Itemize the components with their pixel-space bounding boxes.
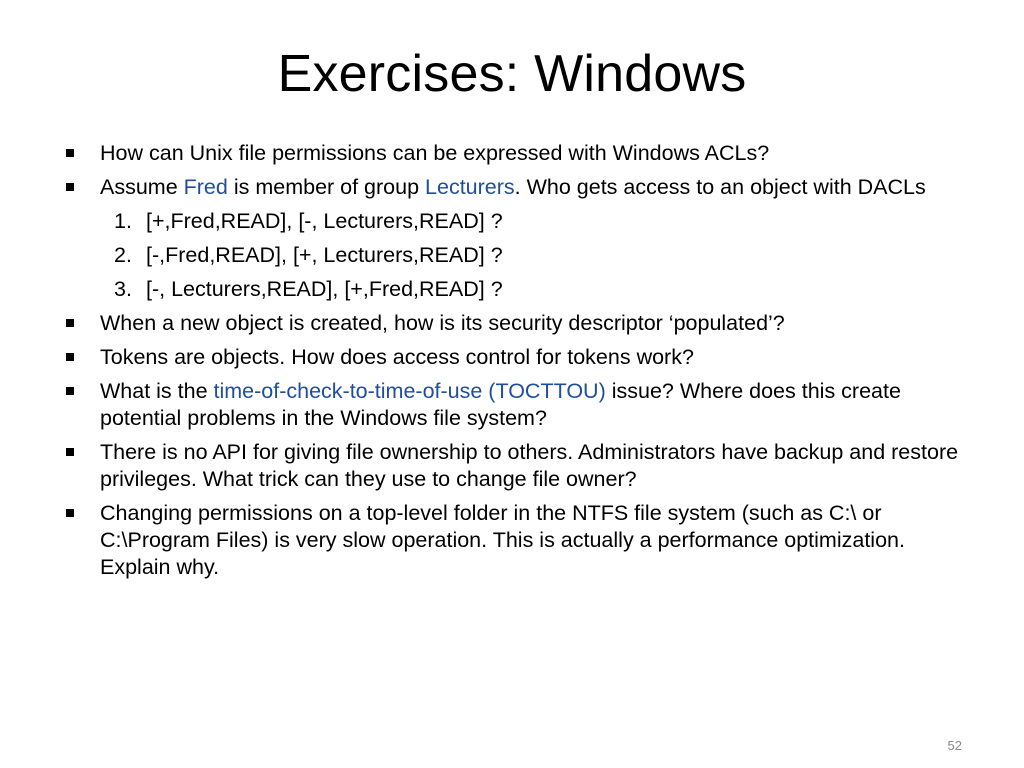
bullet-item-4 <box>62 344 972 371</box>
bullet-text: Changing permissions on a top-level folder in the NTFS file system (such as C:\ or C:\Program Files) is very slow operation. This is actually a performance optimization. Explain why. <box>100 501 905 579</box>
bullet-item-2 <box>62 174 972 201</box>
page-number: 52 <box>947 738 962 753</box>
bullet-item-5 <box>62 378 972 432</box>
bullet-list <box>62 140 972 588</box>
square-bullet-icon <box>66 448 74 456</box>
square-bullet-icon <box>66 353 74 361</box>
bullet-item-3 <box>62 310 972 337</box>
bullet-text: When a new object is created, how is its security descriptor ‘populated’? <box>100 311 785 335</box>
item-text: [+,Fred,READ], [-, Lecturers,READ] ? <box>146 209 503 233</box>
bullet-item-1 <box>62 140 972 167</box>
numbered-item-3 <box>62 276 972 303</box>
highlight-fred: Fred <box>183 175 228 199</box>
numbered-item-1 <box>62 208 972 235</box>
bullet-text: How can Unix file permissions can be expressed with Windows ACLs? <box>100 141 770 165</box>
bullet-text-pre: What is the <box>100 379 214 403</box>
square-bullet-icon <box>66 149 74 157</box>
square-bullet-icon <box>66 183 74 191</box>
item-text: [-,Fred,READ], [+, Lecturers,READ] ? <box>146 243 503 267</box>
highlight-tocttou: time-of-check-to-time-of-use (TOCTTOU) <box>213 379 606 403</box>
item-number: 1. <box>114 209 132 233</box>
bullet-text-pre: Assume <box>100 175 184 199</box>
bullet-text-post: . Who gets access to an object with DACLs <box>514 175 926 199</box>
bullet-text-mid: is member of group <box>227 175 426 199</box>
square-bullet-icon <box>66 319 74 327</box>
item-number: 2. <box>114 243 132 267</box>
item-text: [-, Lecturers,READ], [+,Fred,READ] ? <box>146 277 503 301</box>
numbered-item-2 <box>62 242 972 269</box>
bullet-text-post: issue? Where does this create potential problems in the Windows file system? <box>100 379 901 430</box>
item-number: 3. <box>114 277 132 301</box>
bullet-text: There is no API for giving file ownership to others. Administrators have backup and restore privileges. What trick can they use to change file owner? <box>100 440 959 491</box>
square-bullet-icon <box>66 387 74 395</box>
bullet-item-6 <box>62 439 972 493</box>
bullet-item-7 <box>62 500 972 581</box>
slide-title: Exercises: Windows <box>277 45 747 103</box>
bullet-text: Tokens are objects. How does access control for tokens work? <box>100 345 694 369</box>
square-bullet-icon <box>66 509 74 517</box>
highlight-lecturers: Lecturers <box>425 175 515 199</box>
